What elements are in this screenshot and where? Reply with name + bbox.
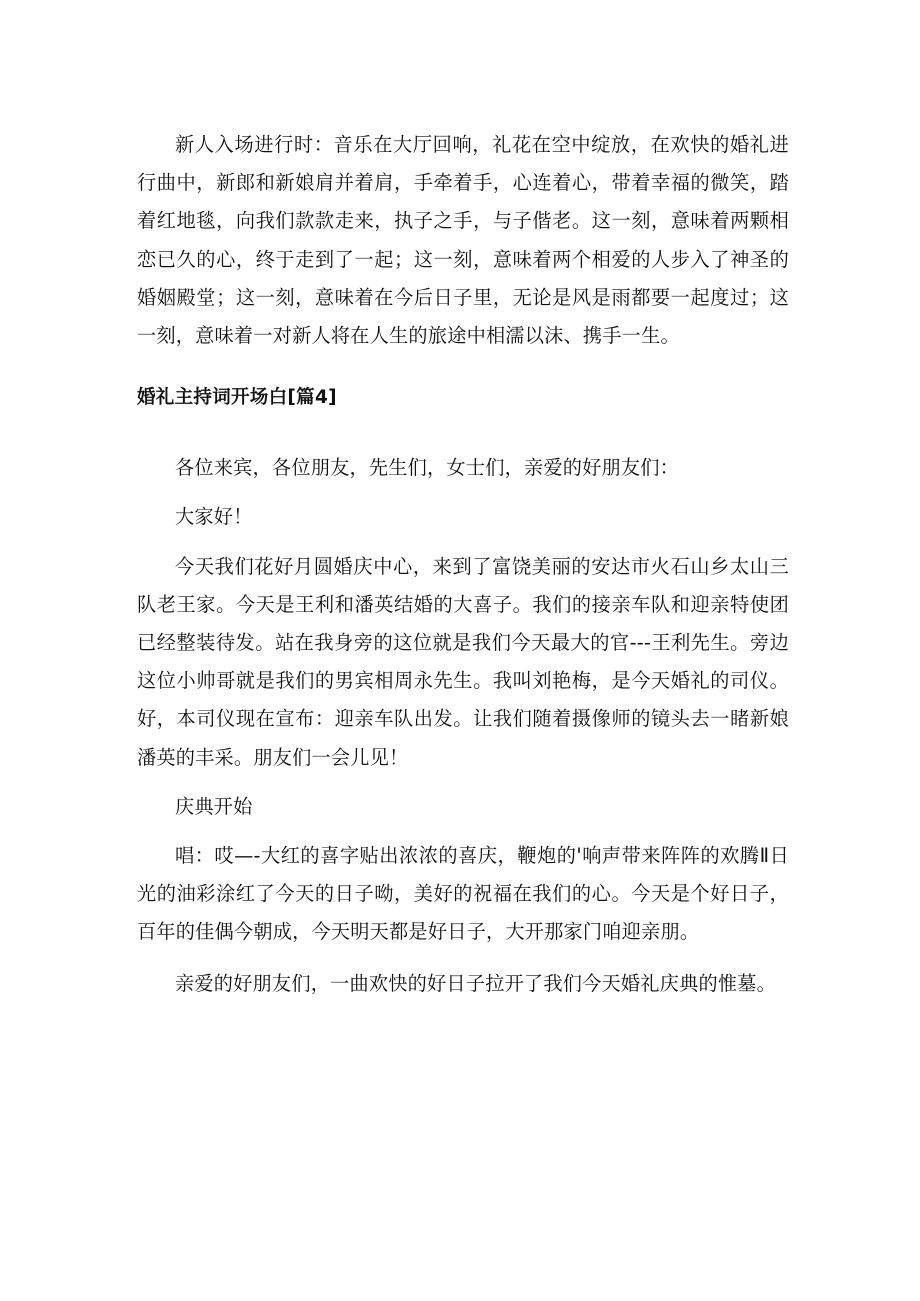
song-paragraph: 唱：哎—-大红的喜字贴出浓浓的喜庆，鞭炮的'响声带来阵阵的欢腾Ⅱ日光的油彩涂红了今天的日子呦，美好的祝福在我们的心。今天是个好日子，百年的佳偶今朝成，今天明天都是好日子，大开那家门咱迎亲朋。 xyxy=(137,844,789,944)
greeting-paragraph: 各位来宾，各位朋友，先生们，女士们，亲爱的好朋友们： xyxy=(175,456,680,480)
hello-paragraph: 大家好！ xyxy=(175,505,253,529)
document-body xyxy=(137,126,789,1003)
main-paragraph: 今天我们花好月圆婚庆中心，来到了富饶美丽的安达市火石山乡太山三队老王家。今天是王利和潘英结婚的大喜子。我们的接亲车队和迎亲特使团已经整装待发。站在我身旁的这位就是我们今天最大的官---王利先生。旁边这位小帅哥就是我们的男宾相周永先生。我叫刘艳梅，是今天婚礼的司仪。好，本司仪现在宣布：迎亲车队出发。让我们随着摄像师的镜头去一睹新娘潘英的丰采。朋友们一会儿见！ xyxy=(137,554,789,769)
section-heading: 婚礼主持词开场白[篇4] xyxy=(137,387,337,409)
intro-paragraph: 新人入场进行时：音乐在大厅回响，礼花在空中绽放，在欢快的婚礼进行曲中，新郎和新娘肩并着肩，手牵着手，心连着心，带着幸福的微笑，踏着红地毯，向我们款款走来，执子之手，与子偕老。这一刻，意味着两颗相恋已久的心，终于走到了一起；这一刻，意味着两个相爱的人步入了神圣的婚姻殿堂；这一刻，意味着在今后日子里，无论是风是雨都要一起度过；这一刻，意味着一对新人将在人生的旅途中相濡以沫、携手一生。 xyxy=(137,133,789,348)
closing-paragraph: 亲爱的好朋友们，一曲欢快的好日子拉开了我们今天婚礼庆典的惟墓。 xyxy=(175,971,777,995)
ceremony-start-paragraph: 庆典开始 xyxy=(175,794,253,818)
